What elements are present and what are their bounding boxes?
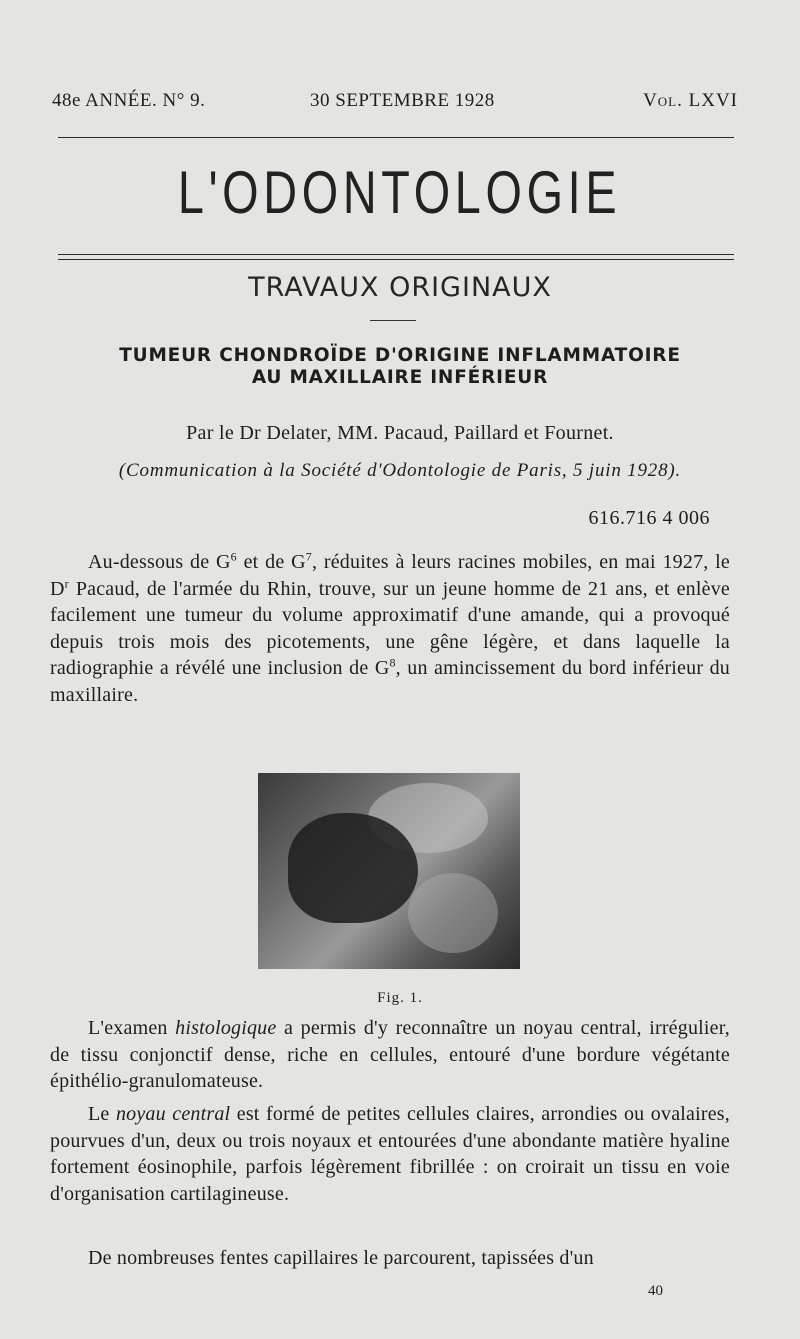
section-divider xyxy=(370,320,416,321)
title-rule-upper xyxy=(58,254,734,255)
paragraph-3: Le noyau central est formé de petites cellules claires, arrondies ou ovalaires, pourvues d'un, deux ou trois noyaux et entourées d'une abondante matière hyaline fortement éosinophile, parfois légèrement fibrillée : on croirait un tissu en voie d'organisation cartilagineuse. xyxy=(50,1103,730,1205)
figure-caption: Fig. 1. xyxy=(377,990,423,1006)
paragraph-4: De nombreuses fentes capillaires le parcourent, tapissées d'un xyxy=(88,1247,594,1269)
paragraph-1: Au-dessous de $G^6$ et de $G^7$, réduites à leurs racines mobiles, en mai 1927, le $D^r$ Pacaud, de l'armée du Rhin, trouve, sur un jeune homme de 21 ans, et enlève facilement une tumeur du volume approximatif d'une amande, qui a provoqué depuis trois mois des picotements, une gêne légère, et dans laquelle la radiographie a révélé une inclusion de $G^8$, un amincissement du bord inférieur du maxillaire. xyxy=(50,549,731,706)
masthead xyxy=(52,90,738,120)
issue-date: 30 SEPTEMBRE 1928 xyxy=(310,90,495,111)
paragraph-2: L'examen histologique a permis d'y reconnaître un noyau central, irrégulier, de tissu conjonctif dense, riche en cellules, entouré d'une bordure végétante épithélio-granulomateuse. xyxy=(50,1017,731,1092)
article-title xyxy=(40,345,760,389)
article-title-line2: AU MAXILLAIRE INFÉRIEUR xyxy=(251,367,549,388)
section-heading: TRAVAUX ORIGINAUX xyxy=(248,272,552,303)
volume-number: Vol. LXVI xyxy=(643,90,738,111)
article-title-line1: TUMEUR CHONDROÏDE D'ORIGINE INFLAMMATOIRE xyxy=(119,345,681,366)
article-byline: Par le Dr Delater, MM. Pacaud, Paillard et Fournet. xyxy=(186,422,614,444)
article-communication: (Communication à la Société d'Odontologie de Paris, 5 juin 1928). xyxy=(118,460,682,481)
radiograph-figure xyxy=(258,773,520,969)
classification-number: 616.716 4 006 xyxy=(588,507,710,529)
journal-title: L'ODONTOLOGIE xyxy=(177,159,622,226)
title-rule-lower xyxy=(58,259,734,260)
issue-number: 48e ANNÉE. N° 9. xyxy=(52,90,206,111)
top-rule xyxy=(58,137,734,138)
page-number: 40 xyxy=(648,1283,663,1299)
